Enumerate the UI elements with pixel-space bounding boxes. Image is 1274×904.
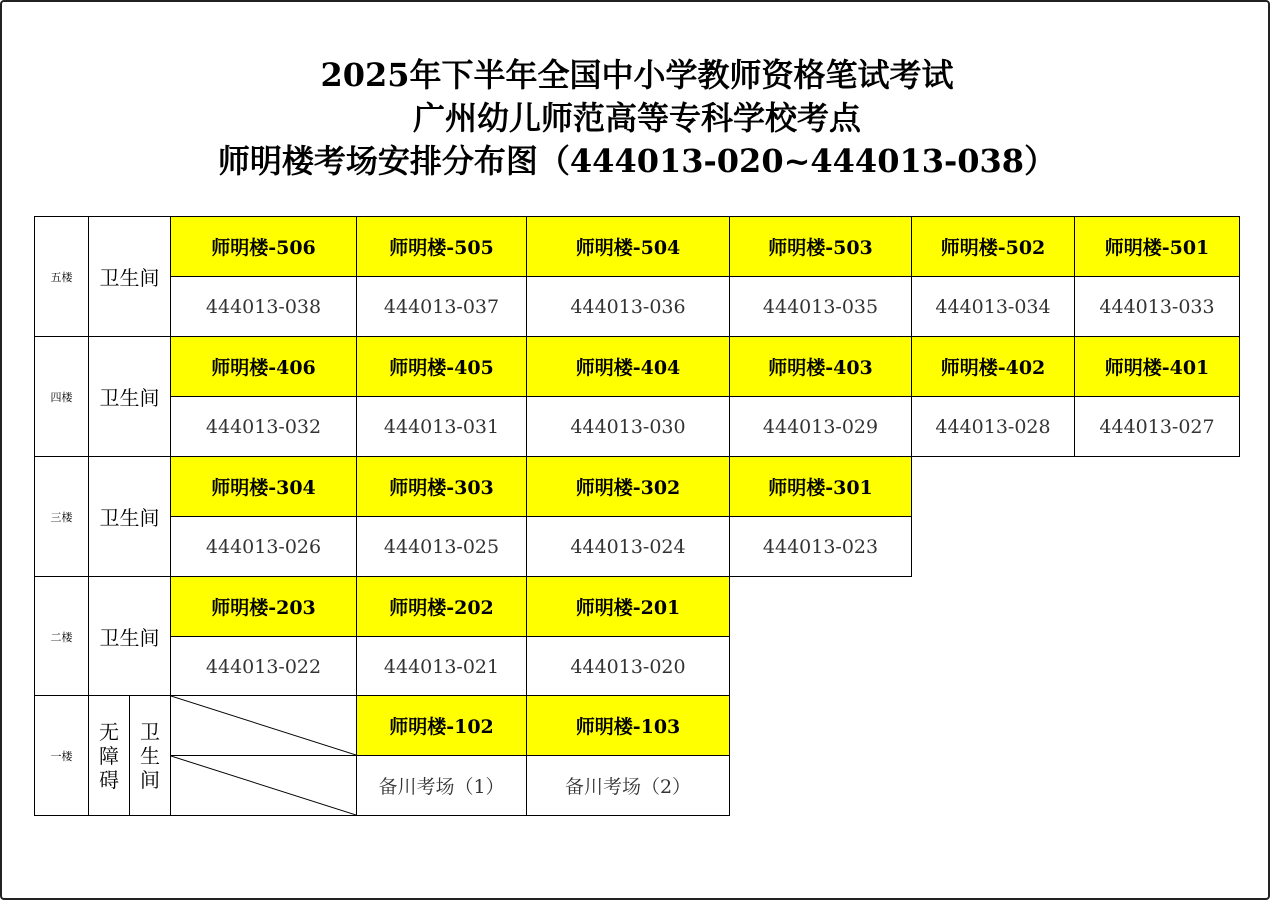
room-code: 444013-024 [526,516,730,577]
restroom-cell: 卫生间 [88,336,171,457]
room-name: 师明楼-203 [170,576,357,637]
room-code: 备川考场（2） [526,755,730,816]
room-code: 444013-038 [170,276,357,337]
room-name: 师明楼-501 [1074,216,1240,277]
title-block [0,54,1274,183]
room-name: 师明楼-406 [170,336,357,397]
room-name: 师明楼-201 [526,576,730,637]
room-code: 444013-029 [729,396,912,457]
title-line-1: 2025年下半年全国中小学教师资格笔试考试 [320,56,954,94]
room-code: 444013-034 [911,276,1075,337]
floor-label: 一楼 [34,695,89,816]
title-line-2: 广州幼儿师范高等专科学校考点 [412,99,861,137]
empty-cell [170,755,357,816]
room-code: 444013-023 [729,516,912,577]
empty-cell [170,695,357,756]
floor-label: 二楼 [34,576,89,697]
room-code: 444013-030 [526,396,730,457]
room-name: 师明楼-405 [356,336,527,397]
room-name: 师明楼-102 [356,695,527,756]
room-code: 444013-035 [729,276,912,337]
room-code: 444013-027 [1074,396,1240,457]
room-name: 师明楼-503 [729,216,912,277]
room-code: 444013-036 [526,276,730,337]
room-code: 444013-032 [170,396,357,457]
room-name: 师明楼-303 [356,456,527,517]
room-name: 师明楼-301 [729,456,912,517]
floor-label: 四楼 [34,336,89,457]
room-code: 444013-028 [911,396,1075,457]
room-code: 444013-033 [1074,276,1240,337]
room-name: 师明楼-403 [729,336,912,397]
room-name: 师明楼-103 [526,695,730,756]
room-code: 444013-020 [526,636,730,697]
room-code: 备川考场（1） [356,755,527,816]
room-name: 师明楼-404 [526,336,730,397]
restroom-cell: 卫生间 [88,456,171,577]
accessible-restroom-cell: 无障碍 [88,695,130,816]
room-name: 师明楼-302 [526,456,730,517]
room-name: 师明楼-402 [911,336,1075,397]
room-name: 师明楼-504 [526,216,730,277]
restroom-cell: 卫生间 [88,576,171,697]
room-code: 444013-025 [356,516,527,577]
restroom-cell: 卫生间 [129,695,171,816]
restroom-cell: 卫生间 [88,216,171,337]
room-code: 444013-026 [170,516,357,577]
room-code: 444013-037 [356,276,527,337]
room-code: 444013-022 [170,636,357,697]
room-code: 444013-021 [356,636,527,697]
room-name: 师明楼-401 [1074,336,1240,397]
floor-label: 五楼 [34,216,89,337]
title-line-3: 师明楼考场安排分布图（444013-020~444013-038） [217,142,1057,180]
room-name: 师明楼-502 [911,216,1075,277]
floor-label: 三楼 [34,456,89,577]
room-name: 师明楼-304 [170,456,357,517]
room-code: 444013-031 [356,396,527,457]
room-name: 师明楼-506 [170,216,357,277]
room-name: 师明楼-202 [356,576,527,637]
room-name: 师明楼-505 [356,216,527,277]
